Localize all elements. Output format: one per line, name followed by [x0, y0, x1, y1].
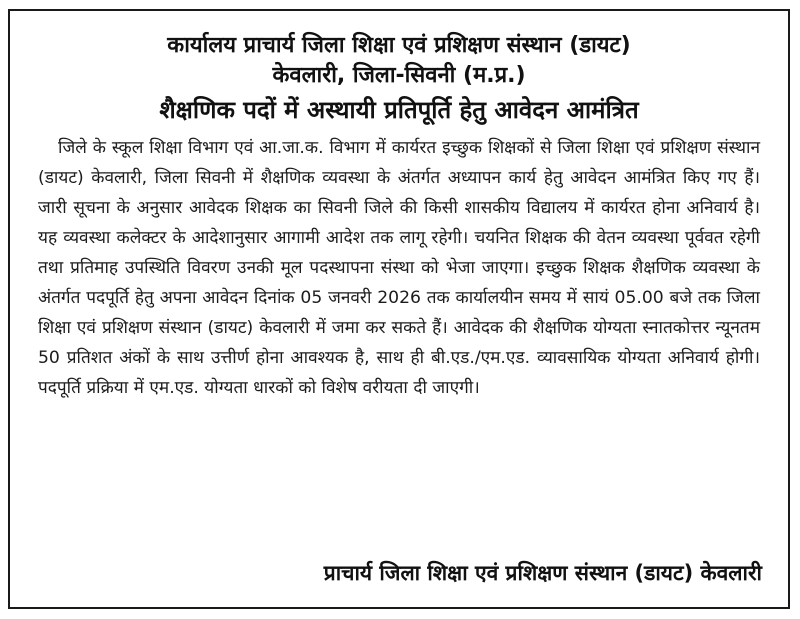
- office-title: कार्यालय प्राचार्य जिला शिक्षा एवं प्रशिक्षण संस्थान (डायट): [167, 33, 631, 58]
- notice-box: [8, 9, 790, 609]
- signature-line: प्राचार्य जिला शिक्षा एवं प्रशिक्षण संस्थान (डायट) केवलारी: [323, 561, 762, 585]
- notice-body: जिले के स्कूल शिक्षा विभाग एवं आ.जा.क. विभाग में कार्यरत इच्छुक शिक्षकों से जिला शिक्षा एवं प्रशिक्षण संस्थान (डायट) केवलारी, जिला सिवनी में शैक्षणिक व्यवस्था के अंतर्गत अध्यापन कार्य हेतु आवेदन आमंत्रित किए गए हैं। जारी सूचना के अनुसार आवेदक शिक्षक का सिवनी जिले की किसी शासकीय विद्यालय में कार्यरत होना अनिवार्य है। यह व्यवस्था कलेक्टर के आदेशानुसार आगामी आदेश तक लागू रहेगी। चयनित शिक्षक की वेतन व्यवस्था पूर्ववत रहेगी तथा प्रतिमाह उपस्थिति विवरण उनकी मूल पदस्थापना संस्था को भेजा जाएगा। इच्छुक शिक्षक शैक्षणिक व्यवस्था के अंतर्गत पदपूर्ति हेतु अपना आवेदन दिनांक 05 जनवरी 2026 तक कार्यालयीन समय में सायं 05.00 बजे तक जिला शिक्षा एवं प्रशिक्षण संस्थान (डायट) केवलारी में जमा कर सकते हैं। आवेदक की शैक्षणिक योग्यता स्नातकोत्तर न्यूनतम 50 प्रतिशत अंकों के साथ उत्तीर्ण होना आवश्यक है, साथ ही बी.एड./एम.एड. व्यावसायिक योग्यता अनिवार्य होगी। पदपूर्ति प्रक्रिया में एम.एड. योग्यता धारकों को विशेष वरीयता दी जाएगी।: [38, 138, 760, 398]
- office-location: केवलारी, जिला-सिवनी (म.प्र.): [272, 63, 526, 88]
- notice-headline: शैक्षणिक पदों में अस्थायी प्रतिपूर्ति हेतु आवेदन आमंत्रित: [159, 96, 639, 124]
